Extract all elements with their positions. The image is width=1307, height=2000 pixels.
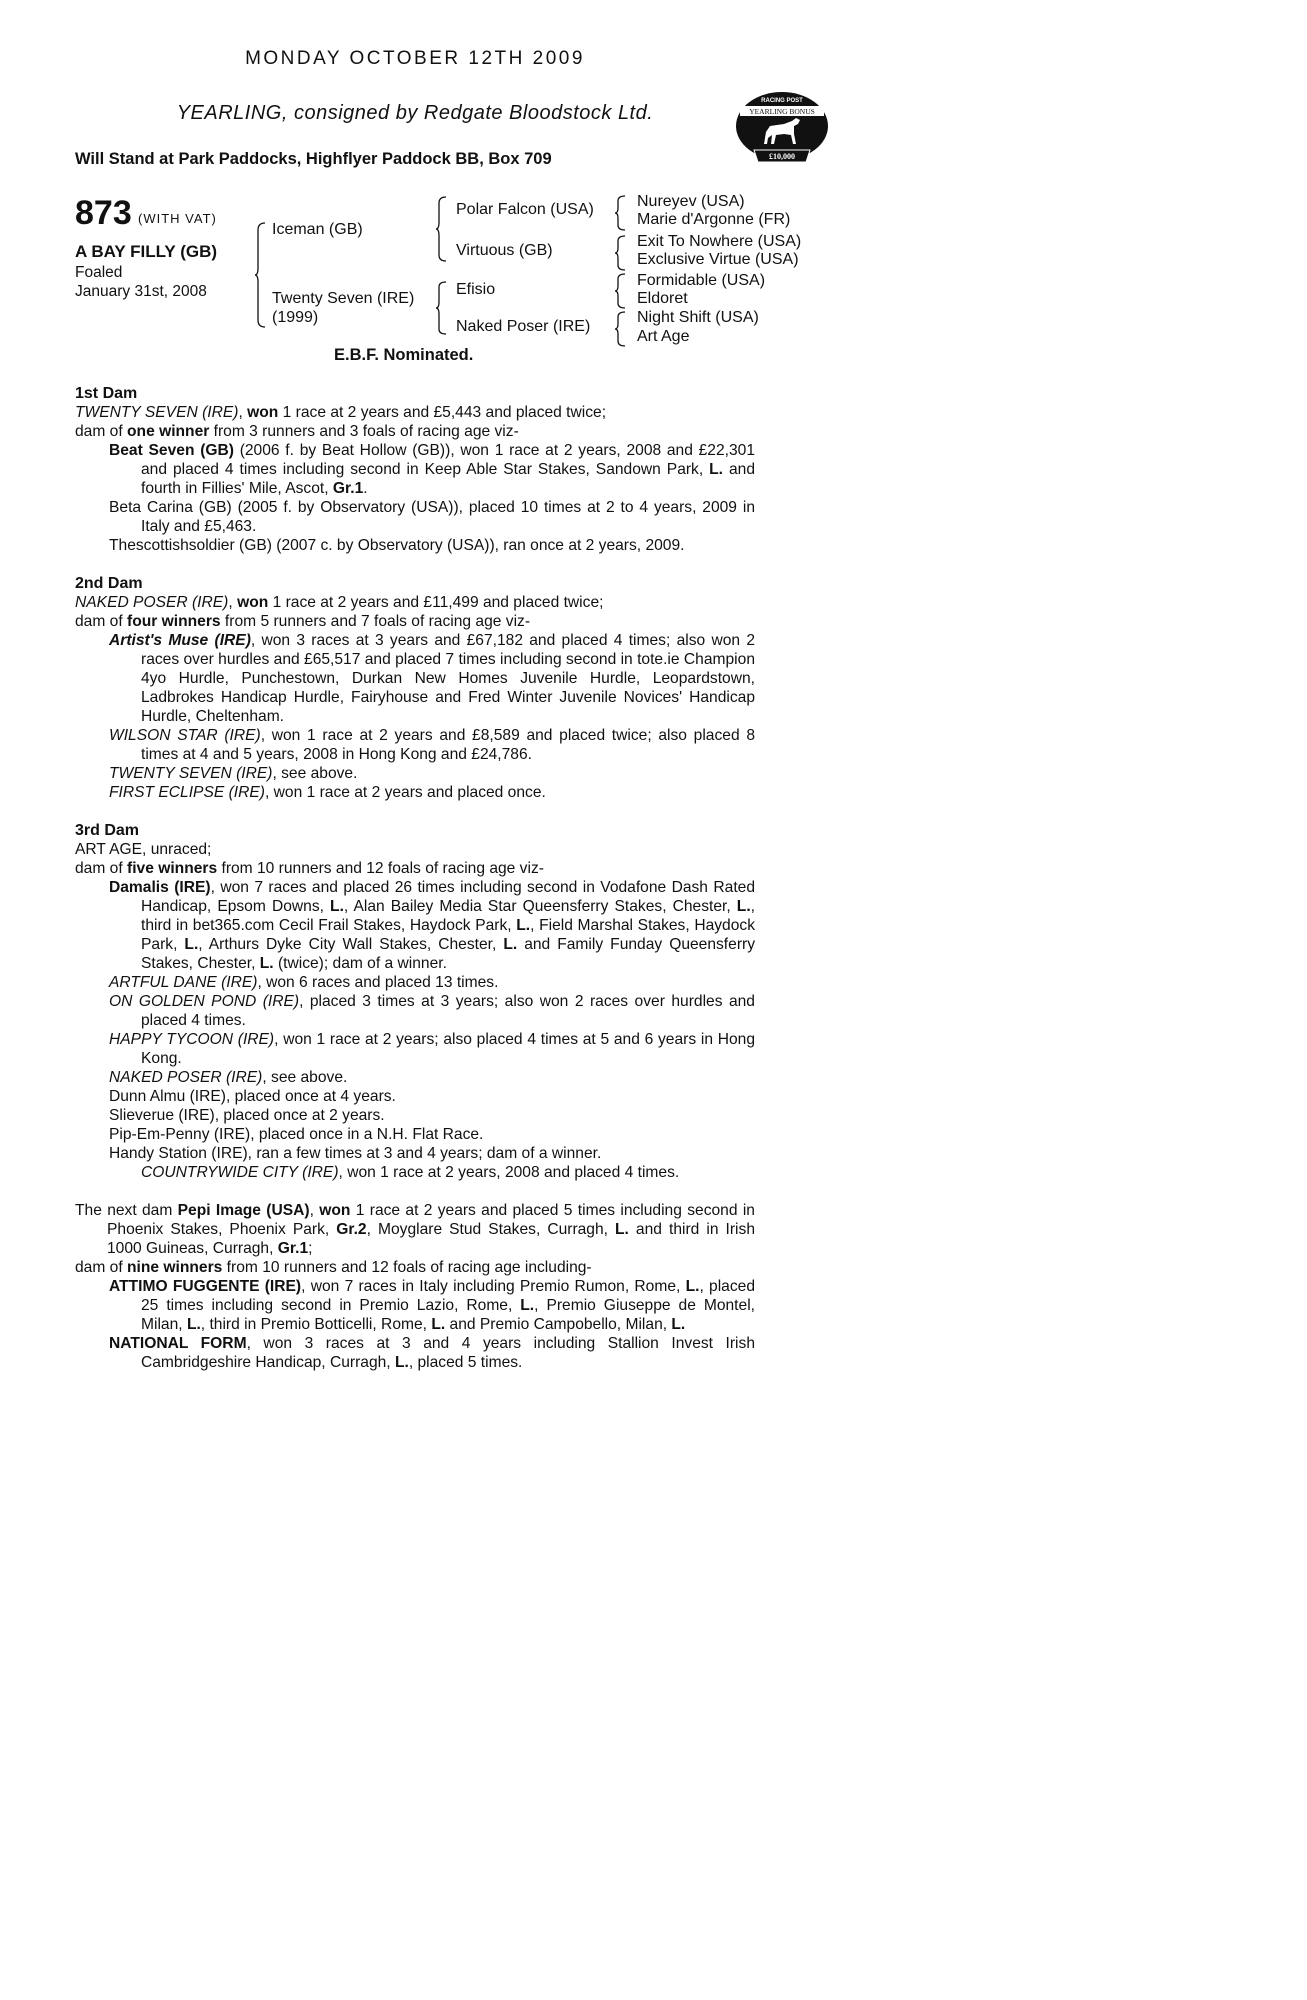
offspring-text: , won 6 races and placed 13 times. — [257, 974, 499, 991]
dam1-line1 — [75, 403, 755, 422]
offspring-text-2: and fourth in Fillies' Mile, Ascot, — [141, 461, 755, 497]
lot-number: 873 — [75, 194, 132, 232]
offspring-text: and Premio Campobello, Milan, — [445, 1316, 672, 1333]
offspring-name: HAPPY TYCOON (IRE) — [109, 1031, 275, 1048]
offspring-text: , third in Premio Botticelli, Rome, — [200, 1316, 432, 1333]
dam3-offspring-10 — [75, 1163, 755, 1182]
offspring-name: NAKED POSER (IRE) — [109, 1069, 263, 1086]
offspring-name: COUNTRYWIDE CITY (IRE) — [141, 1164, 339, 1181]
next-dam-pre: The next dam — [75, 1202, 178, 1219]
listed-marker: L. — [186, 1316, 201, 1333]
offspring-text: , won 7 races and placed 26 times including second in Vodafone Dash Rated Handicap, Epsom Downs, — [141, 879, 755, 915]
listed-marker: L. — [709, 461, 724, 478]
dam3-offspring-4 — [75, 1030, 755, 1068]
listed-marker: L. — [615, 1221, 629, 1238]
pedigree-sire-sire: Polar Falcon (USA) — [456, 201, 594, 218]
dam3-offspring-6 — [75, 1087, 755, 1106]
dam2-runners: from 5 runners and 7 foals of racing age viz- — [220, 613, 531, 630]
pedigree-dam-year: (1999) — [272, 309, 319, 326]
offspring-name: ARTFUL DANE (IRE) — [109, 974, 258, 991]
dam2-offspring-4 — [75, 783, 755, 802]
pedigree-brace-sire — [436, 196, 448, 262]
dam2-offspring-1 — [75, 631, 755, 726]
offspring-text: , Field Marshal Stakes, Haydock Park, — [141, 917, 755, 953]
pedigree-brace-g3 — [615, 273, 627, 309]
dam1-line2 — [75, 422, 755, 441]
group-marker: Gr.1 — [332, 480, 364, 497]
dam-records — [75, 384, 755, 1372]
offspring-text: , won 1 race at 2 years and placed once. — [264, 784, 546, 801]
dam2-won: won — [237, 594, 269, 611]
lot-name: A BAY FILLY (GB) — [75, 242, 218, 261]
dam1-won: won — [247, 404, 279, 421]
offspring-text: , won 3 races at 3 years and £67,182 and placed 4 times; also won 2 races over hurdles and £65,517 and placed 7 times including second in tote.ie Champion 4yo Hurdle, Punchestown, Durkan New Homes Juvenile Hurdle, Leopardstown, Ladbrokes Handicap Hurdle, Fairyhouse and Fred Winter Juvenile Novices' Handicap Hurdle, Cheltenham. — [141, 632, 755, 725]
listed-marker: L. — [330, 898, 344, 915]
pedigree-g6: Eldoret — [637, 290, 688, 307]
offspring-text: and Family Funday Queensferry Stakes, Chester, — [141, 936, 755, 972]
offspring-text: , Arthurs Dyke City Wall Stakes, Chester, — [198, 936, 504, 953]
next-offspring-2 — [75, 1334, 755, 1372]
offspring-name: WILSON STAR (IRE) — [109, 727, 261, 744]
next-dam-name: Pepi Image (USA) — [177, 1202, 310, 1219]
next-offspring-1 — [75, 1277, 755, 1334]
next-dam-text: , Moyglare Stud Stakes, Curragh, — [366, 1221, 616, 1238]
offspring-text: (2006 f. by Beat Hollow (GB)), won 1 race at 2 years, 2008 and £22,301 and placed 4 times including second in Keep Able Star Stakes, Sandown Park, — [141, 442, 755, 478]
offspring-name: Damalis (IRE) — [109, 879, 211, 896]
consignor-line: YEARLING, consigned by Redgate Bloodstock Ltd. — [176, 102, 654, 124]
group-marker: Gr.1 — [277, 1240, 309, 1257]
listed-marker: L. — [394, 1354, 409, 1371]
offspring-name: ON GOLDEN POND (IRE) — [109, 993, 300, 1010]
offspring-text: , see above. — [272, 765, 358, 782]
pedigree-g5: Formidable (USA) — [637, 272, 766, 289]
next-dam-line2 — [75, 1258, 755, 1277]
offspring-text: , Premio Giuseppe de Montel, Milan, — [141, 1297, 755, 1333]
lot-foaled — [75, 263, 207, 301]
dam3-dam-of: dam of — [75, 860, 128, 877]
offspring-text: , won 1 race at 2 years; also placed 4 times at 5 and 6 years in Hong Kong. — [141, 1031, 756, 1067]
next-dam-runners: from 10 runners and 12 foals of racing age including- — [222, 1259, 592, 1276]
dam2-line2 — [75, 612, 755, 631]
dam1-heading: 1st Dam — [75, 385, 138, 402]
offspring-text: , Alan Bailey Media Star Queensferry Stakes, Chester, — [343, 898, 737, 915]
dam1-rest: 1 race at 2 years and £5,443 and placed twice; — [278, 404, 607, 421]
logo-top-text: RACING POST — [761, 98, 803, 104]
next-dam-winners: nine winners — [127, 1259, 223, 1276]
logo-bottom-text: £10,000 — [769, 152, 795, 161]
pedigree-g8: Art Age — [637, 328, 690, 345]
dam2-line1 — [75, 593, 755, 612]
dam2-dam-of: dam of — [75, 613, 128, 630]
next-dam-text: and third in Irish 1000 Guineas, Curragh, — [107, 1221, 755, 1257]
offspring-name: Artist's Muse (IRE) — [109, 632, 251, 649]
dam2-winners: four winners — [127, 613, 221, 630]
pedigree-g7: Night Shift (USA) — [637, 309, 759, 326]
offspring-text: , won 3 races at 3 and 4 years including Stallion Invest Irish Cambridgeshire Handicap, Curragh, — [141, 1335, 755, 1371]
dam1-name: TWENTY SEVEN (IRE) — [75, 404, 239, 421]
offspring-name: Beat Seven (GB) — [109, 442, 234, 459]
dam1-offspring-2 — [75, 498, 755, 536]
dam2-offspring-2 — [75, 726, 755, 764]
foaled-label: Foaled — [75, 264, 123, 281]
offspring-name: TWENTY SEVEN (IRE) — [109, 765, 273, 782]
listed-marker: L. — [184, 936, 199, 953]
dam3-line2 — [75, 859, 755, 878]
dam1-runners: from 3 runners and 3 foals of racing age viz- — [209, 423, 519, 440]
offspring-text: , third in bet365.com Cecil Frail Stakes, Haydock Park, — [141, 898, 755, 934]
dam2-comma: , — [228, 594, 233, 611]
offspring-text: , see above. — [262, 1069, 348, 1086]
dam3-runners: from 10 runners and 12 foals of racing age viz- — [217, 860, 544, 877]
offspring-end: . — [363, 480, 368, 497]
group-marker: Gr.2 — [336, 1221, 367, 1238]
offspring-text: Thescottishsoldier (GB) (2007 c. by Observatory (USA)), ran once at 2 years, 2009. — [109, 537, 685, 554]
foaled-date: January 31st, 2008 — [75, 283, 207, 300]
dam1-offspring-1 — [75, 441, 755, 498]
offspring-text: , won 7 races in Italy including Premio Rumon, Rome, — [301, 1278, 686, 1295]
offspring-name: ATTIMO FUGGENTE (IRE) — [109, 1278, 302, 1295]
pedigree-brace-dam — [436, 281, 448, 335]
offspring-name: NATIONAL FORM — [109, 1335, 247, 1352]
pedigree-brace-g2 — [615, 235, 627, 271]
offspring-text: Handy Station (IRE), ran a few times at 3 and 4 years; dam of a winner. — [109, 1145, 602, 1162]
dam3-offspring-9 — [75, 1144, 755, 1163]
ebf-nominated: E.B.F. Nominated. — [334, 346, 474, 364]
pedigree-g1: Nureyev (USA) — [637, 193, 745, 210]
listed-marker: L. — [259, 955, 274, 972]
offspring-text: (twice); dam of a winner. — [273, 955, 447, 972]
offspring-text: Pip-Em-Penny (IRE), placed once in a N.H. Flat Race. — [109, 1126, 484, 1143]
dam3-offspring-2 — [75, 973, 755, 992]
logo-middle-text: YEARLING BONUS — [749, 107, 815, 116]
offspring-text: Dunn Almu (IRE), placed once at 4 years. — [109, 1088, 396, 1105]
listed-marker: L. — [671, 1316, 686, 1333]
pedigree-dam-sire: Efisio — [456, 281, 496, 298]
pedigree-brace-g1 — [615, 195, 627, 231]
dam3-offspring-3 — [75, 992, 755, 1030]
listed-marker: L. — [431, 1316, 446, 1333]
dam3-offspring-7 — [75, 1106, 755, 1125]
pedigree-g2: Marie d'Argonne (FR) — [637, 211, 791, 228]
dam3-winners: five winners — [127, 860, 218, 877]
dam1-dam-of: dam of — [75, 423, 128, 440]
offspring-text: , won 1 race at 2 years, 2008 and placed 4 times. — [338, 1164, 680, 1181]
pedigree-dam — [272, 289, 414, 327]
dam3-offspring-5 — [75, 1068, 755, 1087]
pedigree-brace-g4 — [615, 311, 627, 347]
dam1-winners: one winner — [127, 423, 210, 440]
listed-marker: L. — [503, 936, 518, 953]
pedigree-dam-dam: Naked Poser (IRE) — [456, 318, 591, 335]
pedigree-dam-name: Twenty Seven (IRE) — [272, 290, 415, 307]
next-dam-text: ; — [308, 1240, 313, 1257]
listed-marker: L. — [685, 1278, 700, 1295]
offspring-text: , placed 5 times. — [408, 1354, 523, 1371]
dam3-line1: ART AGE, unraced; — [75, 841, 212, 858]
dam1-comma: , — [238, 404, 243, 421]
pedigree-sire-dam: Virtuous (GB) — [456, 242, 553, 259]
next-dam-line — [75, 1201, 755, 1258]
dam2-offspring-3 — [75, 764, 755, 783]
sale-date: MONDAY OCTOBER 12TH 2009 — [245, 48, 585, 69]
offspring-text: , placed 3 times at 3 years; also won 2 races over hurdles and placed 4 times. — [141, 993, 755, 1029]
offspring-text: , won 1 race at 2 years and £8,589 and placed twice; also placed 8 times at 4 and 5 years, 2008 in Hong Kong and £24,786. — [141, 727, 755, 763]
listed-marker: L. — [736, 898, 751, 915]
yearling-bonus-logo — [734, 88, 830, 168]
dam3-offspring-8 — [75, 1125, 755, 1144]
dam3-heading: 3rd Dam — [75, 822, 140, 839]
lot-vat: (WITH VAT) — [138, 211, 217, 226]
offspring-text: Slieverue (IRE), placed once at 2 years. — [109, 1107, 385, 1124]
next-dam-comma: , — [309, 1202, 320, 1219]
pedigree-brace-main — [255, 222, 267, 328]
stand-location: Will Stand at Park Paddocks, Highflyer Paddock BB, Box 709 — [75, 150, 552, 168]
offspring-text: , placed 25 times including second in Premio Lazio, Rome, — [141, 1278, 755, 1314]
offspring-name: FIRST ECLIPSE (IRE) — [109, 784, 265, 801]
dam1-offspring-3 — [75, 536, 755, 555]
next-dam-of: dam of — [75, 1259, 128, 1276]
dam2-rest: 1 race at 2 years and £11,499 and placed twice; — [268, 594, 604, 611]
pedigree-g3: Exit To Nowhere (USA) — [637, 233, 802, 250]
pedigree-sire: Iceman (GB) — [272, 221, 363, 238]
offspring-text: Beta Carina (GB) (2005 f. by Observatory (USA)), placed 10 times at 2 to 4 years, 2009 in Italy and £5,463. — [109, 499, 755, 535]
pedigree-g4: Exclusive Virtue (USA) — [637, 251, 799, 268]
dam2-name: NAKED POSER (IRE) — [75, 594, 229, 611]
dam3-offspring-1 — [75, 878, 755, 973]
next-dam-text: 1 race at 2 years and placed 5 times including second in Phoenix Stakes, Phoenix Park, — [107, 1202, 755, 1238]
next-dam-won: won — [319, 1202, 351, 1219]
listed-marker: L. — [520, 1297, 535, 1314]
listed-marker: L. — [516, 917, 531, 934]
dam2-heading: 2nd Dam — [75, 575, 143, 592]
